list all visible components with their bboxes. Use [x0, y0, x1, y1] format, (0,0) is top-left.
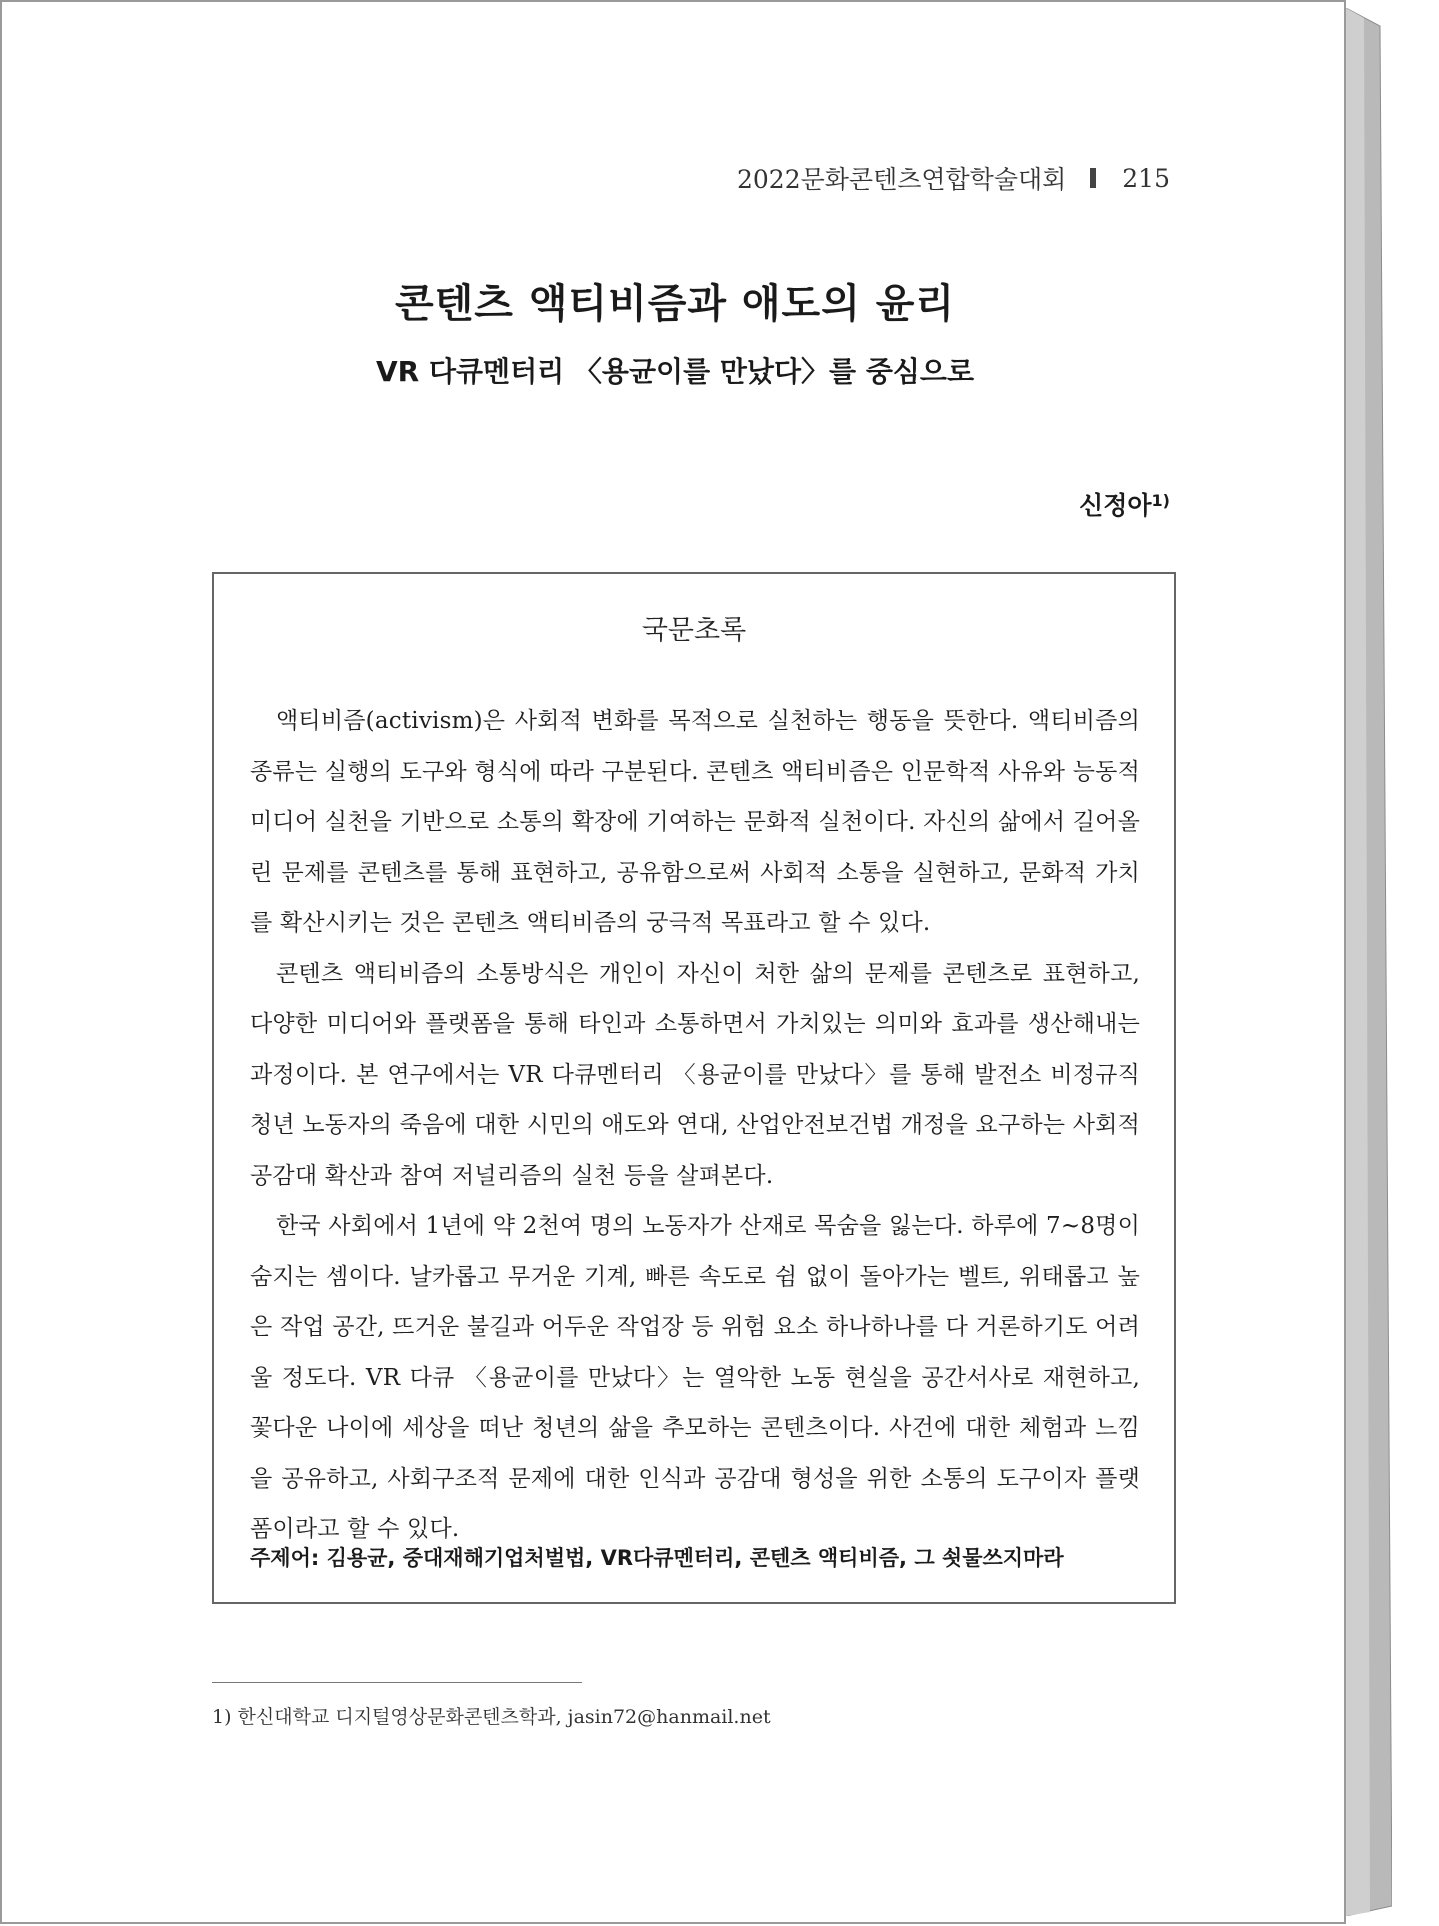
author-footnote-mark: 1): [1151, 491, 1170, 510]
paper-title: 콘텐츠 액티비즘과 애도의 윤리: [394, 281, 956, 327]
footnote-divider: [212, 1682, 582, 1683]
footnote: 1) 한신대학교 디지털영상문화콘텐츠학과, jasin72@hanmail.net: [212, 1706, 771, 1728]
conference-name: 2022문화콘텐츠연합학술대회: [737, 165, 1067, 194]
page-stack-edge: [1346, 8, 1392, 1916]
abstract-paragraph: 콘텐츠 액티비즘의 소통방식은 개인이 자신이 처한 삶의 문제를 콘텐츠로 표현하고, 다양한 미디어와 플랫폼을 통해 타인과 소통하면서 가치있는 의미와 효과를 생산해내는 과정이다. 본 연구에서는 VR 다큐멘터리 〈용균이를 만났다〉를 통해 발전소 비정규직 청년 노동자의 죽음에 대한 시민의 애도와 연대, 산업안전보건법 개정을 요구하는 사회적 공감대 확산과 참여 저널리즘의 실천 등을 살펴본다.: [250, 960, 1140, 1189]
header-separator: [1090, 168, 1096, 188]
running-header: [737, 160, 1170, 196]
abstract-paragraph: 액티비즘(activism)은 사회적 변화를 목적으로 실천하는 행동을 뜻한다. 액티비즘의 종류는 실행의 도구와 형식에 따라 구분된다. 콘텐츠 액티비즘은 인문학적 사유와 능동적 미디어 실천을 기반으로 소통의 확장에 기여하는 문화적 실천이다. 자신의 삶에서 길어올린 문제를 콘텐츠를 통해 표현하고, 공유함으로써 사회적 소통을 실현하고, 문화적 가치를 확산시키는 것은 콘텐츠 액티비즘의 궁극적 목표라고 할 수 있다.: [250, 708, 1140, 936]
page-number: 215: [1122, 163, 1170, 193]
abstract-heading: 국문초록: [641, 615, 747, 646]
abstract-body: [250, 696, 1140, 1555]
author-name: 신정아: [1079, 491, 1152, 520]
paper-subtitle: VR 다큐멘터리 〈용균이를 만났다〉를 중심으로: [375, 355, 975, 388]
abstract-paragraph: 한국 사회에서 1년에 약 2천여 명의 노동자가 산재로 목숨을 잃는다. 하루에 7~8명이 숨지는 셈이다. 날카롭고 무거운 기계, 빠른 속도로 쉼 없이 돌아가는 벨트, 위태롭고 높은 작업 공간, 뜨거운 불길과 어두운 작업장 등 위험 요소 하나하나를 다 거론하기도 어려울 정도다. VR 다큐 〈용균이를 만났다〉는 열악한 노동 현실을 공간서사로 재현하고, 꽃다운 나이에 세상을 떠난 청년의 삶을 추모하는 콘텐츠이다. 사건에 대한 체험과 느낌을 공유하고, 사회구조적 문제에 대한 인식과 공감대 형성을 위한 소통의 도구이자 플랫폼이라고 할 수 있다.: [250, 1213, 1140, 1542]
abstract-box: [212, 572, 1176, 1604]
keywords: 주제어: 김용균, 중대재해기업처벌법, VR다큐멘터리, 콘텐츠 액티비즘, 그 쇳물쓰지마라: [250, 1546, 1064, 1570]
author-line: [1079, 486, 1170, 522]
